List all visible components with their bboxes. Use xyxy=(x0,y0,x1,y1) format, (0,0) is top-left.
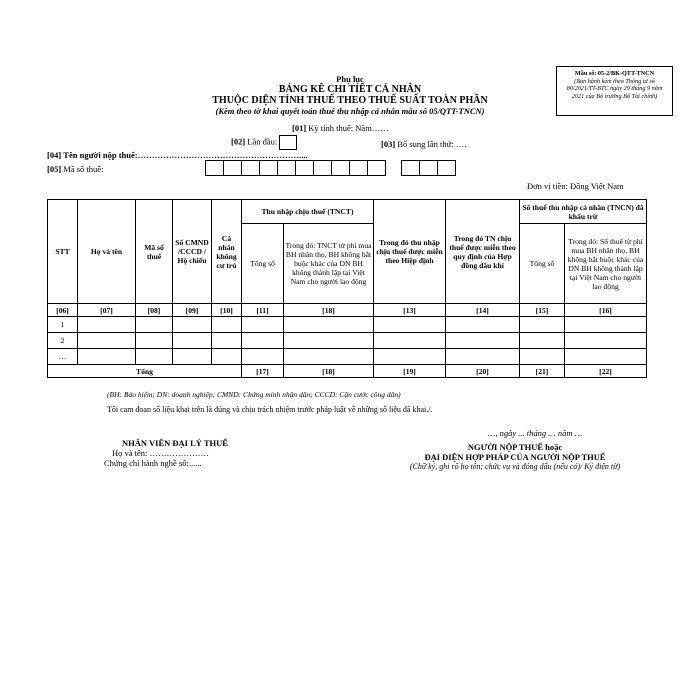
table-cell[interactable] xyxy=(242,333,284,349)
page-subtitle: (Kèm theo tờ khai quyết toán thuế thu nhập cá nhân mẫu số 05/QTT-TNCN) xyxy=(215,106,485,116)
taxpayer-signature-block xyxy=(360,442,670,471)
taxpayer-name-field xyxy=(47,150,308,160)
header-taxable-income: Thu nhập chịu thuế (TNCT) xyxy=(242,200,374,224)
agent-certificate: Chứng chỉ hành nghề số:...... xyxy=(104,458,202,468)
table-row xyxy=(48,317,647,333)
table-cell[interactable] xyxy=(374,333,446,349)
table-cell[interactable] xyxy=(565,317,647,333)
header-id-number: Số CMND /CCCD / Hộ chiếu xyxy=(173,200,212,304)
tax-period-field xyxy=(292,123,389,133)
abbreviations-note: (BH: Bảo hiểm; DN: doanh nghiệp; CMND: Chứng minh nhân dân; CCCD: Căn cước công dân) xyxy=(107,390,401,399)
taxpayer-title-line2: ĐẠI DIỆN HỢP PHÁP CỦA NGƯỜI NỘP THUẾ xyxy=(424,452,606,462)
table-cell[interactable] xyxy=(173,317,212,333)
field-code: [02] xyxy=(231,136,246,147)
table-cell[interactable] xyxy=(565,333,647,349)
table-cell[interactable] xyxy=(520,349,565,365)
tax-id-cell[interactable] xyxy=(367,160,386,176)
tax-id-cell[interactable] xyxy=(295,160,314,176)
total-code: [22] xyxy=(565,365,647,378)
column-code: [07] xyxy=(78,304,136,317)
table-cell[interactable] xyxy=(212,317,242,333)
table-cell[interactable] xyxy=(136,333,173,349)
form-code: Mẫu số: 05-2/BK-QTT-TNCN xyxy=(574,70,655,77)
appendix-label: Phụ lục xyxy=(336,74,364,84)
header-income-of-which: Trong đó: TNCT từ phí mua BH nhân thọ, BH không bắt buộc khác của DN BH không thành lập tại Việt Nam cho người lao động xyxy=(284,224,374,304)
header-stt: STT xyxy=(48,200,78,304)
table-cell[interactable] xyxy=(284,349,374,365)
table-cell[interactable] xyxy=(78,317,136,333)
table-cell[interactable] xyxy=(242,317,284,333)
tax-id-field xyxy=(47,164,103,174)
detail-table xyxy=(47,199,647,378)
tax-id-cell[interactable] xyxy=(223,160,242,176)
table-cell[interactable] xyxy=(446,333,520,349)
table-cell[interactable] xyxy=(212,349,242,365)
header-exempt-oil: Trong đó TN chịu thuế được miễn theo quy định của Hợp đồng dầu khí xyxy=(446,200,520,304)
table-cell[interactable] xyxy=(565,349,647,365)
field-code: [03] xyxy=(381,139,396,149)
tax-id-cell[interactable] xyxy=(349,160,368,176)
amendment-field xyxy=(381,139,466,149)
tax-id-cells-group-2 xyxy=(401,160,455,176)
tax-id-cells-group-1 xyxy=(205,160,385,176)
total-code: [20] xyxy=(446,365,520,378)
table-cell[interactable] xyxy=(136,317,173,333)
total-row xyxy=(48,365,647,378)
tax-id-cell[interactable] xyxy=(401,160,420,176)
taxpayer-title: NGƯỜI NỘP THUẾ hoặc xyxy=(467,442,563,452)
total-code: [18] xyxy=(284,365,374,378)
agent-title: NHÂN VIÊN ĐẠI LÝ THUẾ xyxy=(122,438,228,448)
column-code: [16] xyxy=(565,304,647,317)
table-row xyxy=(48,349,647,365)
header-tax-id: Mã số thuế xyxy=(136,200,173,304)
form-code-line: (Ban hành kèm theo Thông tư số xyxy=(574,77,655,85)
total-label: Tổng xyxy=(48,365,242,378)
column-code: [14] xyxy=(446,304,520,317)
table-cell[interactable] xyxy=(78,349,136,365)
table-cell[interactable] xyxy=(173,349,212,365)
table-cell[interactable] xyxy=(520,317,565,333)
tax-id-cell[interactable] xyxy=(419,160,438,176)
header-exempt-agreement: Trong đó thu nhập chịu thuế được miễn theo Hiệp định xyxy=(374,200,446,304)
tax-id-cell[interactable] xyxy=(259,160,278,176)
field-label: Bổ sung lần thứ: …. xyxy=(397,139,467,149)
column-code: [13] xyxy=(374,304,446,317)
row-number: 1 xyxy=(48,317,78,333)
first-time-checkbox[interactable] xyxy=(279,135,297,150)
page-title-line2: THUỘC DIỆN TÍNH THUẾ THEO THUẾ SUẤT TOÀN PHẦN xyxy=(212,95,488,106)
header-nonresident: Cá nhân không cư trú xyxy=(212,200,242,304)
table-cell[interactable] xyxy=(284,317,374,333)
tax-id-cell[interactable] xyxy=(241,160,260,176)
total-code: [17] xyxy=(242,365,284,378)
header-tax-withheld: Số thuế thu nhập cá nhân (TNCN) đã khấu trừ xyxy=(520,200,647,224)
table-cell[interactable] xyxy=(374,317,446,333)
agent-name: Họ và tên: ………………… xyxy=(112,448,210,458)
column-code: [18] xyxy=(284,304,374,317)
table-cell[interactable] xyxy=(242,349,284,365)
page-title: BẢNG KÊ CHI TIẾT CÁ NHÂN xyxy=(278,84,422,95)
commitment-statement: Tôi cam đoan số liệu khai trên là đúng và chịu trách nhiệm trước pháp luật về những số liệu đã khai./. xyxy=(107,405,433,414)
table-cell[interactable] xyxy=(136,349,173,365)
column-code: [10] xyxy=(212,304,242,317)
tax-id-cell[interactable] xyxy=(437,160,456,176)
tax-id-cell[interactable] xyxy=(331,160,350,176)
table-cell[interactable] xyxy=(173,333,212,349)
first-time-field xyxy=(231,135,297,150)
column-code: [11] xyxy=(242,304,284,317)
total-code: [19] xyxy=(374,365,446,378)
total-code: [21] xyxy=(520,365,565,378)
tax-id-cell[interactable] xyxy=(277,160,296,176)
field-label: Tên người nộp thuế:………………………………………………….... xyxy=(63,150,308,160)
column-code: [06] xyxy=(48,304,78,317)
table-cell[interactable] xyxy=(520,333,565,349)
field-code: [04] xyxy=(47,150,62,160)
row-number: 2 xyxy=(48,333,78,349)
field-label: Kỳ tính thuế: Năm…… xyxy=(308,123,389,133)
row-number: … xyxy=(48,349,78,365)
header-tax-of-which: Trong đó: Số thuế từ phí mua BH nhân thọ, BH không bắt buộc khác của DN BH không thành lập tại Việt Nam cho người lao động xyxy=(565,224,647,304)
column-code: [09] xyxy=(173,304,212,317)
table-cell[interactable] xyxy=(446,349,520,365)
form-code-line: 80/2021/TT-BTC ngày 29 tháng 9 năm xyxy=(566,85,663,93)
field-code: [01] xyxy=(292,123,307,133)
agent-signature-block xyxy=(100,438,250,468)
header-tax-total: Tổng số xyxy=(520,224,565,304)
field-label: Lần đầu: xyxy=(247,136,278,147)
table-cell[interactable] xyxy=(374,349,446,365)
column-code: [08] xyxy=(136,304,173,317)
currency-unit: Đơn vị tiền: Đồng Việt Nam xyxy=(527,181,624,191)
sign-date: …, ngày ... tháng … năm … xyxy=(487,428,583,438)
table-cell[interactable] xyxy=(78,333,136,349)
field-label: Mã số thuế: xyxy=(63,164,104,174)
table-cell[interactable] xyxy=(212,333,242,349)
header-income-total: Tổng số xyxy=(242,224,284,304)
table-cell[interactable] xyxy=(284,333,374,349)
column-code: [15] xyxy=(520,304,565,317)
tax-id-cell[interactable] xyxy=(313,160,332,176)
field-code: [05] xyxy=(47,164,62,174)
header-name: Họ và tên xyxy=(78,200,136,304)
form-code-line: 2021 của Bộ trưởng Bộ Tài chính) xyxy=(571,92,658,100)
table-cell[interactable] xyxy=(446,317,520,333)
table-row xyxy=(48,333,647,349)
tax-id-cell[interactable] xyxy=(205,160,224,176)
taxpayer-signature-note: (Chữ ký, ghi rõ họ tên; chức vụ và đóng dấu (nếu có)/ Ký điện tử) xyxy=(409,462,621,471)
